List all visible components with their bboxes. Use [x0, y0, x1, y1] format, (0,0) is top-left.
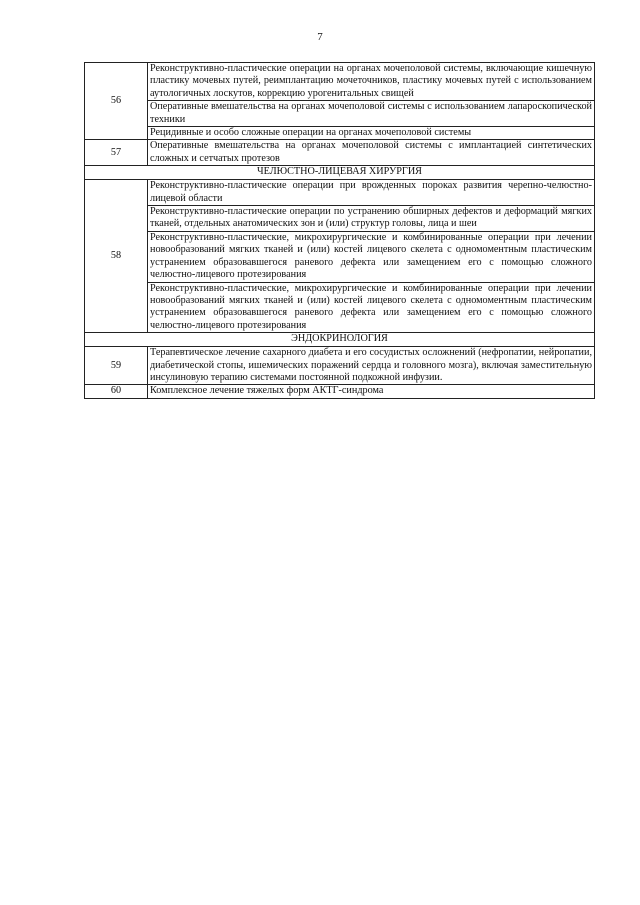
procedure-description: Реконструктивно-пластические операции на органах мочеполовой системы, включающие кишечную пластику мочевых путей, реимплантацию мочеточников, пластику мочевых путей с использованием аутологичных лоскутов, коррекцию урогенитальных свищей	[148, 63, 595, 101]
table-row-58	[85, 180, 595, 206]
table-row-58	[85, 231, 595, 282]
table-row-56	[85, 63, 595, 101]
procedure-description: Оперативные вмешательства на органах мочеполовой системы с имплантацией синтетических сложных и сетчатых протезов	[148, 140, 595, 166]
table-row-58	[85, 282, 595, 333]
section-heading-row	[85, 166, 595, 180]
procedure-description: Реконструктивно-пластические, микрохирургические и комбинированные операции при лечении новообразований мягких тканей и (или) костей лицевого скелета с одномоментным пластическим устранением образовавшегося раневого дефекта или замещением его с помощью сложного челюстно-лицевого протезирования	[148, 231, 595, 282]
table-row-59	[85, 347, 595, 385]
row-number-59: 59	[85, 347, 148, 385]
table-row-56	[85, 101, 595, 127]
section-heading-row	[85, 333, 595, 347]
procedures-table	[84, 62, 595, 399]
row-number-60: 60	[85, 385, 148, 398]
page-number: 7	[317, 31, 323, 43]
table-row-60	[85, 385, 595, 398]
procedure-description: Терапевтическое лечение сахарного диабета и его сосудистых осложнений (нефропатии, нейропатии, диабетической стопы, ишемических поражений сердца и головного мозга), включая заместительную инсулиновую терапию системами постоянной подкожной инфузии.	[148, 347, 595, 385]
table-row-58	[85, 206, 595, 232]
table-row-57	[85, 140, 595, 166]
table-row-56	[85, 127, 595, 140]
row-number-56: 56	[85, 63, 148, 140]
procedure-description: Рецидивные и особо сложные операции на органах мочеполовой системы	[148, 127, 595, 140]
section-heading-endocrinology: ЭНДОКРИНОЛОГИЯ	[85, 333, 595, 347]
procedure-description: Реконструктивно-пластические операции по устранению обширных дефектов и деформаций мягких тканей, отдельных анатомических зон и (или) структур головы, лица и шеи	[148, 206, 595, 232]
row-number-57: 57	[85, 140, 148, 166]
section-heading-maxillofacial-surgery: ЧЕЛЮСТНО-ЛИЦЕВАЯ ХИРУРГИЯ	[85, 166, 595, 180]
procedure-description: Реконструктивно-пластические, микрохирургические и комбинированные операции при лечении новообразований мягких тканей и (или) костей лицевого скелета с одномоментным пластическим устранением образовавшегося раневого дефекта или замещением его с помощью сложного челюстно-лицевого протезирования	[148, 282, 595, 333]
procedure-description: Комплексное лечение тяжелых форм АКТГ-синдрома	[148, 385, 595, 398]
row-number-58: 58	[85, 180, 148, 333]
procedure-description: Реконструктивно-пластические операции при врожденных пороках развития черепно-челюстно-лицевой области	[148, 180, 595, 206]
procedure-description: Оперативные вмешательства на органах мочеполовой системы с использованием лапароскопической техники	[148, 101, 595, 127]
